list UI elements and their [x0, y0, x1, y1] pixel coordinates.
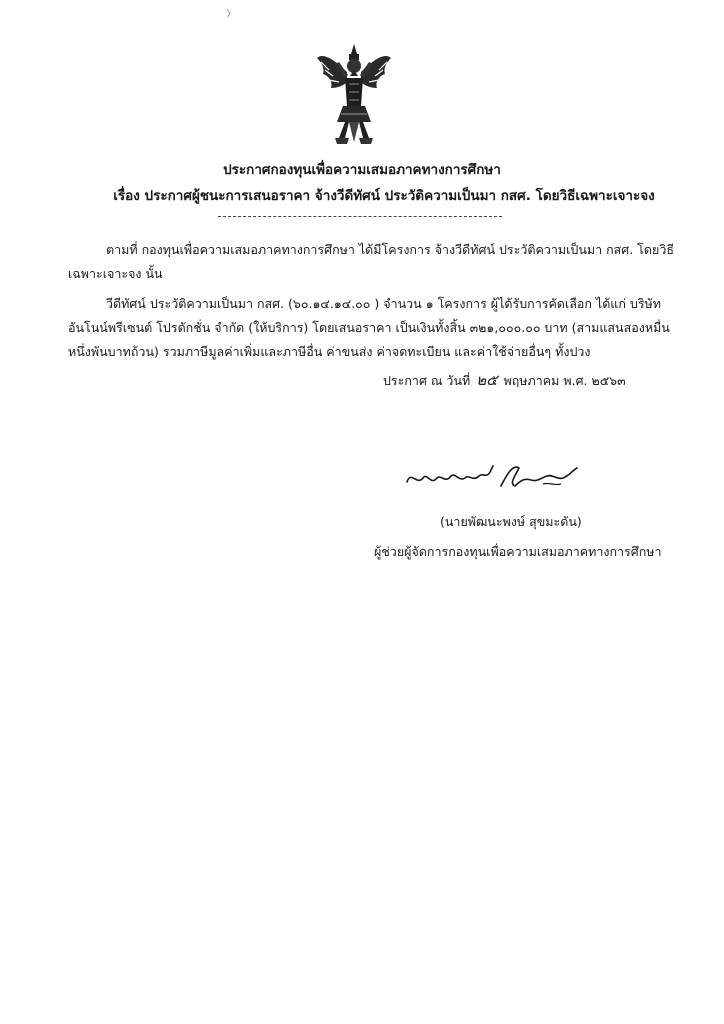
document-title: ประกาศกองทุนเพื่อความเสมอภาคทางการศึกษา — [223, 162, 501, 178]
document-subject: เรื่อง ประกาศผู้ชนะการเสนอราคา จ้างวีดีทัศน์ ประวัติความเป็นมา กสศ. โดยวิธีเฉพาะเจาะจง — [113, 188, 655, 204]
announcement-prefix: ประกาศ ณ วันที่ — [383, 373, 471, 388]
announcement-date — [383, 368, 626, 393]
paragraph-2-line-1: วีดีทัศน์ ประวัติความเป็นมา กสศ. (๖๐.๑๔.๑๔.๐๐ ) จำนวน ๑ โครงการ ผู้ได้รับการคัดเลือก ได้แก่ บริษัท — [106, 296, 662, 311]
paragraph-2-line-3: หนึ่งพันบาทถ้วน) รวมภาษีมูลค่าเพิ่มและภาษีอื่น ค่าขนส่ง ค่าจดทะเบียน และค่าใช้จ่ายอื่นๆ ทั้งปวง — [68, 344, 591, 359]
signer-position: ผู้ช่วยผู้จัดการกองทุนเพื่อความเสมอภาคทางการศึกษา — [374, 544, 662, 559]
announcement-month-year: พฤษภาคม พ.ศ. ๒๕๖๓ — [503, 373, 626, 388]
handwritten-day: ๒๕ — [476, 371, 498, 389]
paragraph-2-line-2: อันโนน์พรีเซนต์ โปรดักชั่น จำกัด (ให้บริการ) โดยเสนอราคา เป็นเงินทั้งสิ้น ๓๒๑,๐๐๐.๐๐ บาท (สามแสนสองหมื่น — [68, 320, 670, 335]
divider — [218, 216, 502, 217]
garuda-emblem-icon — [315, 42, 393, 148]
handwritten-signature — [403, 456, 583, 496]
paragraph-1-line-2: เฉพาะเจาะจง นั้น — [68, 266, 163, 281]
stray-mark — [226, 8, 232, 18]
signer-name: (นายพัฒนะพงษ์ สุขมะดัน) — [440, 514, 582, 529]
paragraph-1-line-1: ตามที่ กองทุนเพื่อความเสมอภาคทางการศึกษา ได้มีโครงการ จ้างวีดีทัศน์ ประวัติความเป็นมา กสศ. โดยวิธี — [106, 242, 674, 257]
